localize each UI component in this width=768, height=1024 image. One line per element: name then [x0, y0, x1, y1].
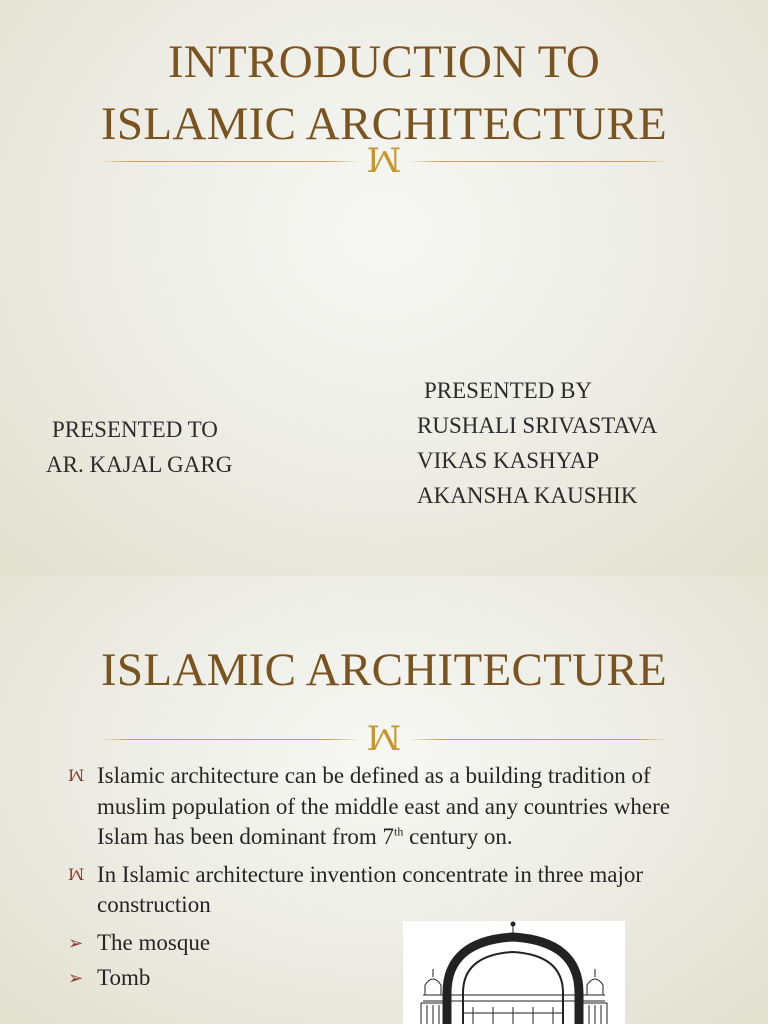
flourish-ornament-glyph: ꟽ [366, 719, 402, 759]
flourish-ornament-glyph: ꟽ [366, 141, 402, 181]
bullet-text-tail: century on. [403, 824, 513, 849]
flourish-ornament-icon [354, 143, 414, 179]
presented-to-label: PRESENTED TO [52, 417, 218, 442]
flourish-ornament-icon [354, 721, 414, 757]
slide-title-line2: ISLAMIC ARCHITECTURE [100, 98, 668, 150]
slide-title-line1: INTRODUCTION TO [167, 36, 601, 88]
bullet-text: Islamic architecture can be defined as a building tradition of muslim population of the middle east and any countries where Islam has been dominant from 7 [97, 763, 670, 849]
bullet-text: In Islamic architecture invention concentrate in three major construction [97, 861, 644, 917]
flourish-bullet-icon: ꟽ [68, 766, 85, 785]
title-divider-left [98, 161, 360, 162]
title-divider-right [408, 161, 670, 162]
presented-to-name: AR. KAJAL GARG [46, 452, 233, 477]
bullet-text: The mosque [97, 929, 211, 955]
presenter-name: AKANSHA KAUSHIK [417, 483, 638, 508]
arrow-bullet-icon: ➢ [68, 968, 84, 988]
title-divider-right [408, 739, 670, 740]
presenter-name: RUSHALI SRIVASTAVA [417, 413, 658, 438]
content-slide [0, 576, 768, 1024]
ordinal-suffix: th [394, 824, 404, 839]
mosque-drawing-icon [403, 921, 625, 1024]
bullet-text: Tomb [97, 965, 151, 990]
slide-title: ISLAMIC ARCHITECTURE [100, 644, 668, 696]
bullet-item [68, 761, 708, 853]
mosque-drawing-image [403, 921, 625, 1024]
presenter-name: VIKAS KASHYAP [417, 448, 600, 473]
flourish-bullet-icon: ꟽ [68, 864, 85, 884]
arrow-bullet-icon: ➢ [68, 932, 84, 953]
presented-by-label: PRESENTED BY [424, 378, 593, 403]
bullet-item [68, 860, 708, 921]
title-divider-left [98, 739, 360, 740]
